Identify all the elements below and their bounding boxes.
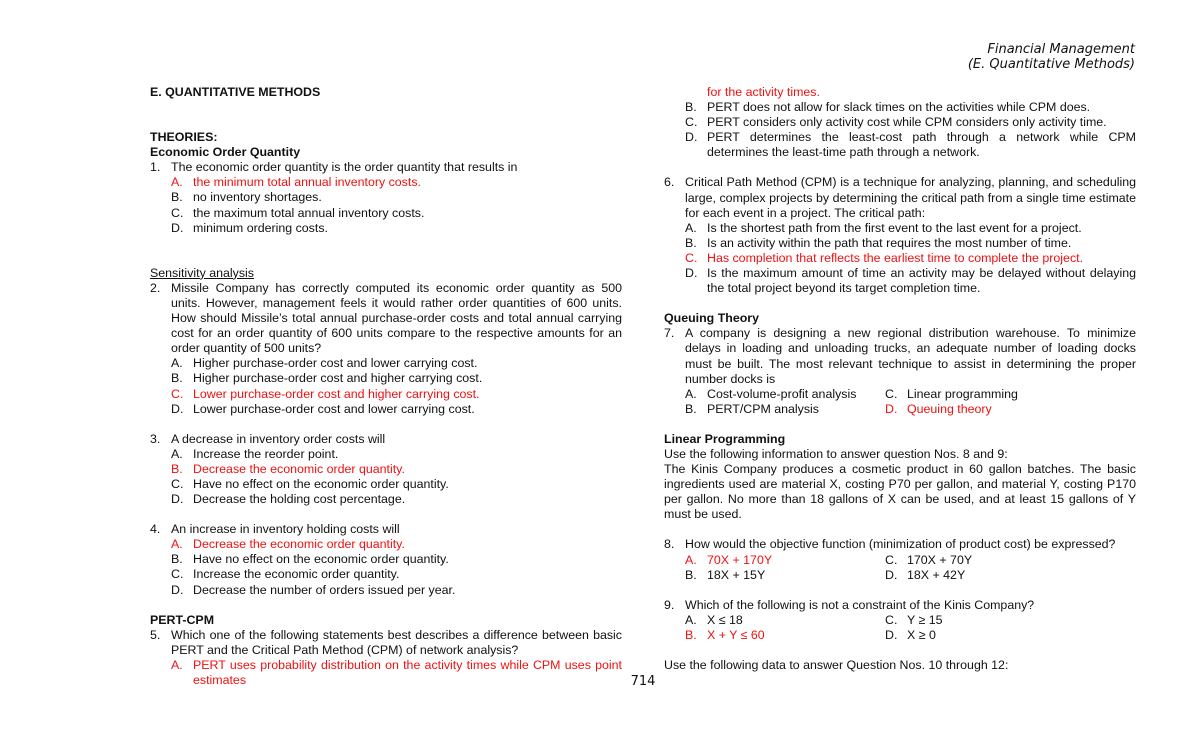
queuing-heading: Queuing Theory — [664, 311, 759, 326]
q3-option-c: C. Have no effect on the economic order quantity. — [171, 476, 449, 491]
q5-option-c: C. PERT considers only activity cost while CPM considers only activity time. — [685, 115, 1107, 130]
question-9: 9. Which of the following is not a constraint of the Kinis Company? — [664, 597, 1035, 612]
q9-option-d: D. X ≥ 0 — [885, 627, 936, 642]
q8-options-row-1 — [664, 553, 1136, 568]
q6-option-b: B. Is an activity within the path that requires the most number of time. — [685, 235, 1072, 250]
right-column — [664, 85, 1136, 673]
q7-options-row-1 — [664, 387, 1136, 402]
lp-outro: Use the following data to answer Question Nos. 10 through 12: — [664, 658, 1009, 672]
q8-option-c: C. 170X + 70Y — [885, 552, 973, 567]
left-column — [150, 85, 622, 688]
q8-option-b: B. 18X + 15Y — [685, 567, 766, 582]
q5-option-d: D. PERT determines the least-cost path through a network while CPM determines the least-time path through a network. — [685, 130, 1136, 160]
header-subtitle: (E. Quantitative Methods) — [967, 57, 1135, 72]
q7-option-c: C. Linear programming — [885, 386, 1018, 401]
q3-option-a: A. Increase the reorder point. — [171, 446, 339, 461]
eoq-heading: Economic Order Quantity — [150, 145, 301, 160]
q7-options-row-2 — [664, 402, 1136, 417]
q4-option-c: C. Increase the economic order quantity. — [171, 567, 400, 582]
q1-option-b: B. no inventory shortages. — [171, 190, 322, 205]
q9-option-b: B. X + Y ≤ 60 — [685, 627, 765, 642]
q9-option-a: A. X ≤ 18 — [685, 612, 743, 627]
q4-option-d: D. Decrease the number of orders issued per year. — [171, 582, 456, 597]
q2-option-a: A. Higher purchase-order cost and lower carrying cost. — [171, 356, 478, 371]
q7-option-a: A. Cost-volume-profit analysis — [685, 386, 857, 401]
q7-option-d: D. Queuing theory — [885, 401, 992, 416]
q9-option-c: C. Y ≥ 15 — [885, 612, 943, 627]
question-5: 5. Which one of the following statements best describes a difference between basic PERT and the Critical Path Method (CPM) of network analysis? — [150, 627, 622, 657]
sensitivity-heading: Sensitivity analysis — [150, 265, 254, 280]
q4-option-a: A. Decrease the economic order quantity. — [171, 537, 405, 552]
q6-option-c: C. Has completion that reflects the earliest time to complete the project. — [685, 250, 1084, 265]
question-2: 2. Missile Company has correctly computed its economic order quantity as 500 units. However, management feels it would rather order quantities of 600 units. How should Missile’s total annual purchase-order costs and total annual carrying cost for an order quantity of 600 units compare to the respective amounts for an order quantity of 500 units? — [150, 280, 622, 356]
question-1 — [150, 160, 622, 175]
q5-option-a: A. PERT uses probability distribution on the activity times while CPM uses point estimates — [171, 657, 622, 687]
q5-option-a-continued: for the activity times. — [707, 85, 820, 99]
question-6: 6. Critical Path Method (CPM) is a technique for analyzing, planning, and scheduling large, complex projects by determining the critical path from a single time estimate for each event in a project. The critical path: — [664, 175, 1136, 220]
question-4: 4. An increase in inventory holding costs will — [150, 522, 400, 537]
question-7: 7. A company is designing a new regional distribution warehouse. To minimize delays in loading and unloading trucks, an adequate number of loading docks must be built. The most relevant technique to assist in determining the proper number docks is — [664, 326, 1136, 386]
lp-heading: Linear Programming — [664, 431, 786, 446]
q6-option-a: A. Is the shortest path from the first event to the last event for a project. — [685, 220, 1082, 235]
q9-options-row-2 — [664, 628, 1136, 643]
q1-option-a: A. the minimum total annual inventory costs. — [171, 175, 421, 190]
q5-option-b: B. PERT does not allow for slack times on the activities while CPM does. — [685, 100, 1091, 115]
q6-option-d: D. Is the maximum amount of time an activity may be delayed without delaying the total project beyond its target completion time. — [685, 266, 1136, 296]
q4-option-b: B. Have no effect on the economic order quantity. — [171, 552, 449, 567]
q1-option-d: D. minimum ordering costs. — [171, 220, 328, 235]
q7-option-b: B. PERT/CPM analysis — [685, 401, 820, 416]
q2-option-d: D. Lower purchase-order cost and lower carrying cost. — [171, 401, 475, 416]
pert-heading: PERT-CPM — [150, 612, 215, 627]
q1-option-c: C. the maximum total annual inventory costs. — [171, 205, 425, 220]
question-8: 8. How would the objective function (minimization of product cost) be expressed? — [664, 537, 1116, 552]
question-number: 1. — [150, 160, 161, 175]
lp-intro: Use the following information to answer question Nos. 8 and 9: — [664, 446, 1008, 461]
q2-option-b: B. Higher purchase-order cost and higher carrying cost. — [171, 371, 483, 386]
q3-option-b: B. Decrease the economic order quantity. — [171, 461, 405, 476]
q8-options-row-2 — [664, 568, 1136, 583]
page-header — [968, 42, 1135, 72]
lp-problem-text: The Kinis Company produces a cosmetic product in 60 gallon batches. The basic ingredients used are material X, costing P70 per gallon, and material Y, costing P170 per gallon. No more than 18 gallons of X can be used, and at least 15 gallons of Y must be used. — [664, 462, 1136, 522]
question-text: The economic order quantity is the order quantity that results in — [171, 160, 518, 175]
theories-heading: THEORIES: — [150, 130, 218, 145]
q2-option-c: C. Lower purchase-order cost and higher carrying cost. — [171, 386, 480, 401]
q3-option-d: D. Decrease the holding cost percentage. — [171, 492, 406, 507]
q9-options-row-1 — [664, 613, 1136, 628]
q8-option-d: D. 18X + 42Y — [885, 567, 966, 582]
header-title: Financial Management — [987, 42, 1135, 57]
q8-option-a: A. 70X + 170Y — [685, 552, 773, 567]
page-number: 714 — [630, 674, 656, 689]
question-3: 3. A decrease in inventory order costs will — [150, 431, 386, 446]
section-title: E. QUANTITATIVE METHODS — [150, 85, 321, 99]
